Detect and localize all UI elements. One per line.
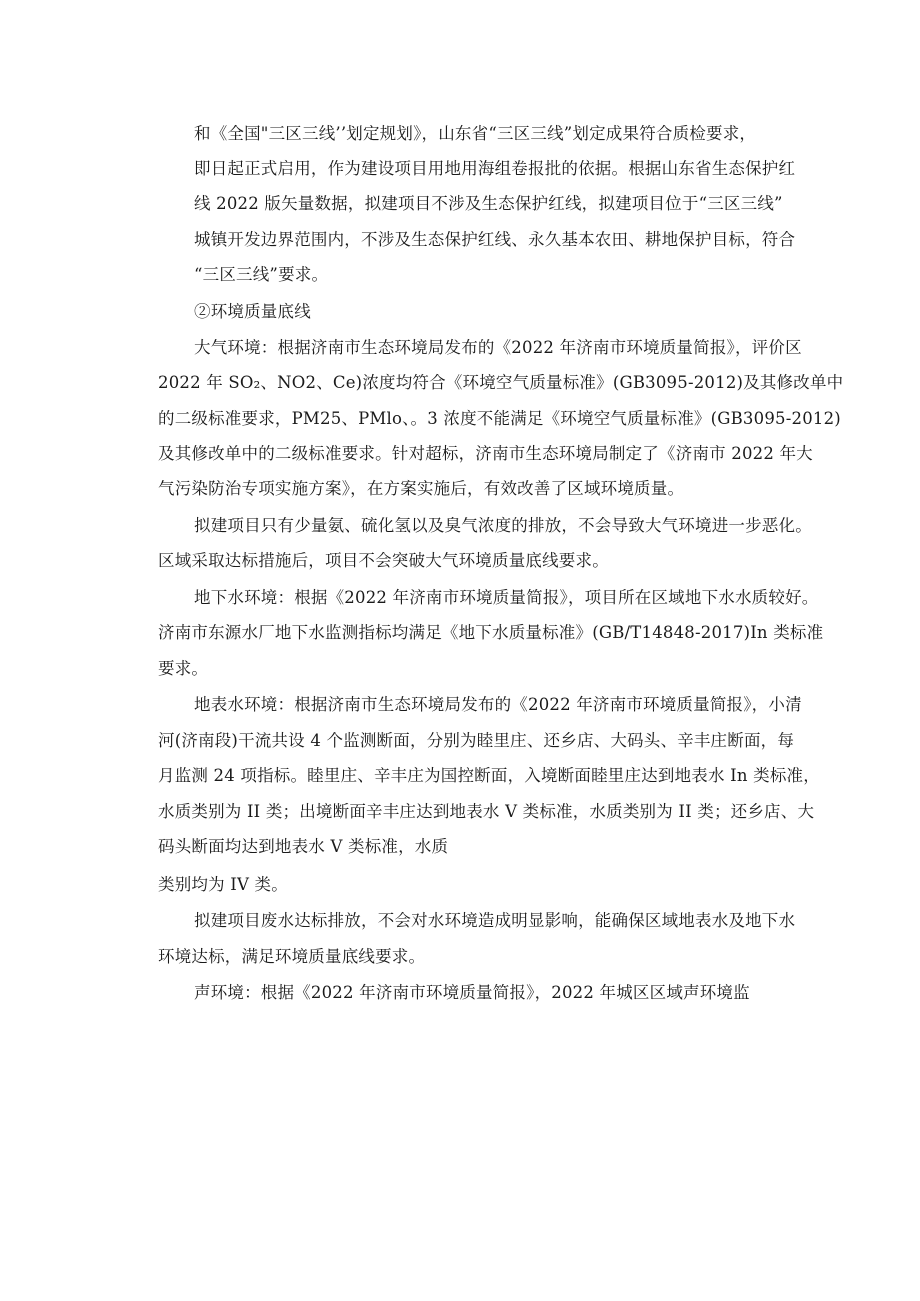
text-line: 要求。 [158,659,209,678]
section-heading: ②环境质量底线 [194,302,311,321]
text-line: 2022 年 SO₂、NO2、Ce)浓度均符合《环境空气质量标准》(GB3095-2012)及其修改单中 [158,373,844,392]
text-line: 地表水环境：根据济南市生态环境局发布的《2022 年济南市环境质量简报》，小清 [194,695,802,714]
text-line: 和《全国"三区三线’’划定规划》，山东省“三区三线”划定成果符合质检要求， [194,124,757,143]
text-line: 气污染防治专项实施方案》，在方案实施后，有效改善了区域环境质量。 [158,479,685,498]
text-line: 即日起正式启用，作为建设项目用地用海组卷报批的依据。根据山东省生态保护红 [194,159,796,178]
text-line: 河(济南段)干流共设 4 个监测断面，分别为睦里庄、还乡店、大码头、辛丰庄断面，每 [158,731,795,750]
text-line: 拟建项目废水达标排放，不会对水环境造成明显影响，能确保区域地表水及地下水 [194,911,796,930]
text-line: “三区三线”要求。 [194,265,329,284]
text-line: 月监测 24 项指标。睦里庄、辛丰庄为国控断面，入境断面睦里庄达到地表水 In 类标准， [158,766,820,785]
text-line: 声环境：根据《2022 年济南市环境质量简报》，2022 年城区区域声环境监 [194,983,750,1002]
text-line: 线 2022 版矢量数据，拟建项目不涉及生态保护红线，拟建项目位于“三区三线” [194,194,783,213]
text-line: 的二级标准要求，PM25、PMlo、。3 浓度不能满足《环境空气质量标准》(GB3095-2012) [158,409,841,428]
text-line: 城镇开发边界范围内，不涉及生态保护红线、永久基本农田、耕地保护目标，符合 [194,230,796,249]
text-line: 及其修改单中的二级标准要求。针对超标，济南市生态环境局制定了《济南市 2022 年大 [158,444,813,463]
text-line: 类别均为 IV 类。 [158,875,288,894]
text-line: 济南市东源水厂地下水监测指标均满足《地下水质量标准》(GB/T14848-2017)In 类标准 [158,623,824,642]
text-line: 大气环境：根据济南市生态环境局发布的《2022 年济南市环境质量简报》，评价区 [194,338,802,357]
text-line: 拟建项目只有少量氨、硫化氢以及臭气浓度的排放，不会导致大气环境进一步恶化。 [194,516,812,535]
text-line: 地下水环境：根据《2022 年济南市环境质量简报》，项目所在区域地下水水质较好。 [194,588,819,607]
text-line: 码头断面均达到地表水 V 类标准，水质 [158,837,449,856]
text-line: 环境达标，满足环境质量底线要求。 [158,947,426,966]
text-line: 水质类别为 II 类；出境断面辛丰庄达到地表水 V 类标准，水质类别为 II 类；还乡店、大 [158,802,815,821]
text-line: 区域采取达标措施后，项目不会突破大气环境质量底线要求。 [158,551,609,570]
